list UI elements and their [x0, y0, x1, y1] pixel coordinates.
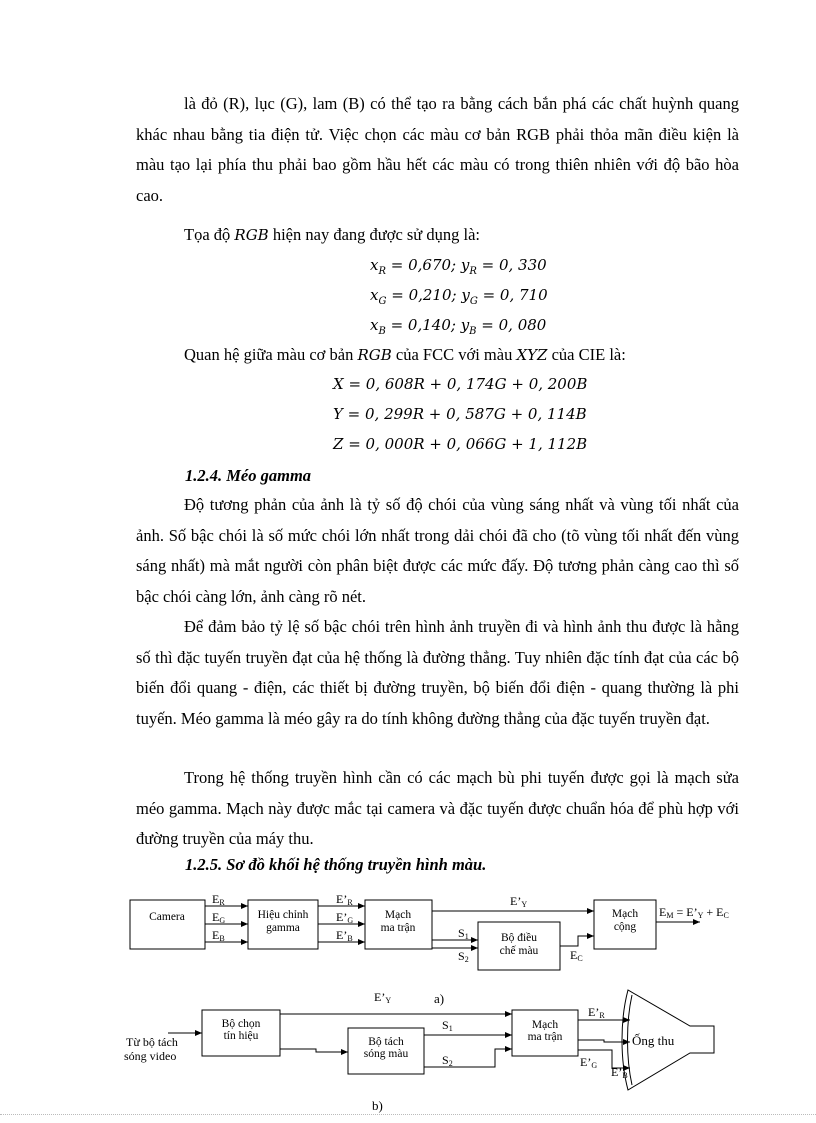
label-er: ER — [212, 892, 225, 907]
gamma-label-1: Hiệu chỉnh — [257, 909, 309, 921]
detector-label-1: Bộ tách — [368, 1036, 404, 1048]
modulator-label-2: chế màu — [499, 945, 539, 957]
selector-label-1: Bộ chọn — [221, 1018, 261, 1030]
label-em: EM = E’Y + EC — [659, 905, 729, 920]
paragraph-2: Tọa độ RGB hiện nay đang được sử dụng là: — [184, 225, 480, 244]
label-eg: EG — [212, 910, 226, 925]
detector-label-2: sóng màu — [363, 1048, 409, 1060]
matrix-b-label-1: Mạch — [531, 1019, 559, 1031]
equation-y: Y = 0, 299R + 0, 587G + 0, 114B — [333, 405, 587, 423]
paragraph-3: Quan hệ giữa màu cơ bản RGB của FCC với màu XYZ của CIE là: — [184, 345, 626, 364]
label-epb-b: E’B — [611, 1065, 628, 1080]
equation-z: Z = 0, 000R + 0, 066G + 1, 112B — [333, 435, 588, 453]
label-epg-b: E’G — [580, 1055, 598, 1070]
input-label-2: sóng video — [124, 1049, 177, 1063]
caption-b: b) — [372, 1098, 383, 1113]
label-s2-a: S2 — [458, 949, 469, 964]
label-epr-b: E’R — [588, 1005, 605, 1020]
tube-label: Ống thu — [632, 1033, 675, 1048]
matrix-a-label-2: ma trận — [380, 922, 416, 934]
label-s1-b: S1 — [442, 1018, 453, 1033]
paragraph-1: là đỏ (R), lục (G), lam (B) có thể tạo ra bằng cách bắn phá các chất huỳnh quang khác nhau bằng tia điện tử. Việc chọn các màu cơ bản RGB phải thỏa mãn điều kiện là màu tạo lại phía thu phải bao gồm hầu hết các màu có trong thiên nhiên với độ bão hòa cao. — [136, 94, 739, 205]
adder-label-1: Mạch — [611, 908, 639, 920]
selector-label-2: tín hiệu — [223, 1030, 259, 1042]
label-epy-b: E’Y — [374, 990, 392, 1005]
modulator-label-1: Bộ điều — [500, 932, 538, 944]
equation-red: $x_R = 0,670$; $y_R = 0$, 330 — [370, 256, 547, 277]
adder-label-2: cộng — [613, 921, 637, 933]
label-s2-b: S2 — [442, 1053, 453, 1068]
matrix-b-label-2: ma trận — [527, 1031, 563, 1043]
heading-gamma: 1.2.4. Méo gamma — [185, 466, 312, 485]
label-epr: E’R — [336, 892, 353, 907]
camera-label: Camera — [149, 911, 185, 923]
equation-x: X = 0, 608R + 0, 174G + 0, 200B — [333, 375, 588, 393]
label-epb: E’B — [336, 928, 353, 943]
caption-a: a) — [434, 991, 445, 1006]
paragraph-5: Để đảm bảo tỷ lệ số bậc chói trên hình ảnh truyền đi và hình ảnh thu được là hằng số thì đặc tuyến truyền đạt của hệ thống là đường thẳng. Tuy nhiên đặc tính đạt của các bộ biến đổi quang - điện, các thiết bị đường truyền, bộ biến đổi điện - quang thường là phi tuyến. Méo gamma là méo gây ra do tính không đường thẳng của đặc tuyến truyền đạt. — [136, 617, 739, 728]
label-epg: E’G — [336, 910, 354, 925]
heading-block-diagram: 1.2.5. Sơ đồ khối hệ thống truyền hình màu. — [185, 855, 487, 874]
gamma-label-2: gamma — [266, 922, 300, 934]
label-epy-a: E’Y — [510, 894, 528, 909]
equation-blue: $x_B = 0,140$; $y_B = 0$, 080 — [370, 316, 547, 337]
label-eb: EB — [212, 928, 225, 943]
paragraph-4: Độ tương phản của ảnh là tỷ số độ chói của vùng sáng nhất và vùng tối nhất của ảnh. Số bậc chói là số mức chói lớn nhất trong dải chói đã cho (tõ vùng tối nhất đến vùng sáng nhất) mà mắt người còn phân biệt được các mức đấy. Độ tương phản càng cao thì số bậc chói càng lớn, ảnh càng rõ nét. — [136, 495, 739, 606]
paragraph-6: Trong hệ thống truyền hình cần có các mạch bù phi tuyến được gọi là mạch sửa méo gamma. Mạch này được mắc tại camera và đặc tuyến được chuẩn hóa để phù hợp với đường truyền của máy thu. — [136, 768, 739, 848]
page-bottom-rule — [0, 1114, 816, 1115]
equation-green: $x_G = 0,210$; $y_G = 0$, 710 — [370, 286, 548, 307]
label-ec: EC — [570, 948, 583, 963]
input-label-1: Từ bộ tách — [126, 1035, 178, 1049]
label-s1-a: S1 — [458, 926, 469, 941]
camera-box — [130, 900, 205, 949]
matrix-a-label-1: Mạch — [384, 909, 412, 921]
